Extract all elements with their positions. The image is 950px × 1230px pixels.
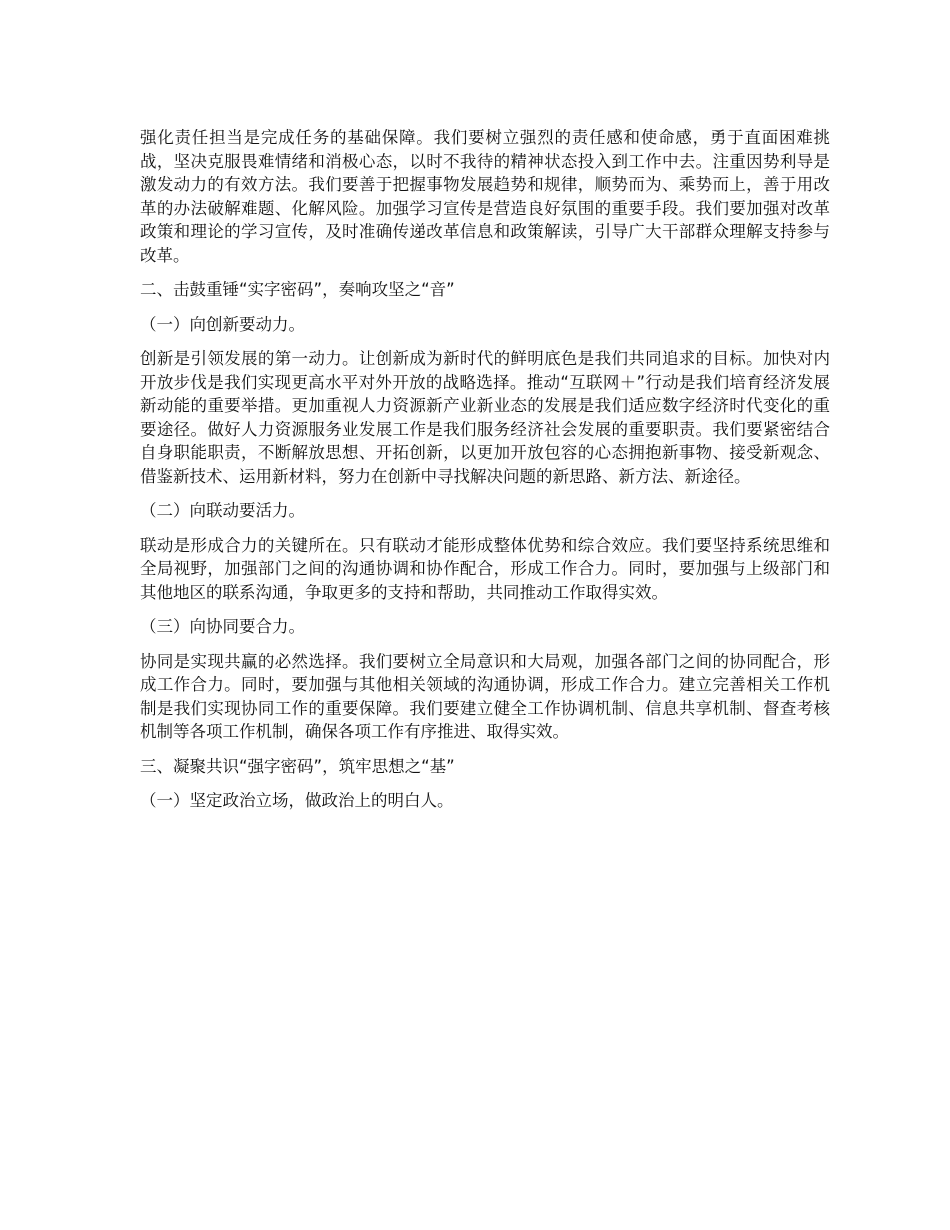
section-heading-3: 三、凝聚共识“强字密码”，筑牢思想之“基”: [140, 756, 455, 776]
subheading-linkage: （二）向联动要活力。: [140, 501, 305, 520]
subheading-innovation: （一）向创新要动力。: [140, 314, 305, 334]
paragraph-responsibility: 强化责任担当是完成任务的基础保障。我们要树立强烈的责任感和使命感，勇于直面困难挑战，坚决克服畏难情绪和消极心态，以时不我待的精神状态投入到工作中去。注重因势利导是激发动力的有效方法。我们要善于把握事物发展趋势和规律，顺势而为、乘势而上，善于用改革的办法破解难题、化解风险。加强学习宣传是营造良好氛围的重要手段。我们要加强对改革政策和理论的学习宣传，及时准确传递改革信息和政策解读，引导广大干部群众理解支持参与改革。: [140, 128, 830, 265]
paragraph-linkage: 联动是形成合力的关键所在。只有联动才能形成整体优势和综合效应。我们要坚持系统思维和全局视野，加强部门之间的沟通协调和协作配合，形成工作合力。同时，要加强与上级部门和其他地区的联系沟通，争取更多的支持和帮助，共同推动工作取得实效。: [140, 535, 830, 602]
paragraph-innovation: 创新是引领发展的第一动力。让创新成为新时代的鲜明底色是我们共同追求的目标。加快对内开放步伐是我们实现更高水平对外开放的战略选择。推动“互联网＋”行动是我们培育经济发展新动能的重要举措。更加重视人力资源新产业新业态的发展是我们适应数字经济时代变化的重要途径。做好人力资源服务业发展工作是我们服务经济社会发展的重要职责。我们要紧密结合自身职能职责，不断解放思想、开拓创新，以更加开放包容的心态拥抱新事物、接受新观念、借鉴新技术、运用新材料，努力在创新中寻找解决问题的新思路、新方法、新途径。: [140, 349, 830, 486]
subheading-political-stance: （一）坚定政治立场，做政治上的明白人。: [140, 791, 454, 810]
document-body: [140, 126, 830, 824]
subheading-synergy: （三）向协同要合力。: [140, 617, 305, 636]
paragraph-synergy: 协同是实现共赢的必然选择。我们要树立全局意识和大局观，加强各部门之间的协同配合，形成工作合力。同时，要加强与其他相关领域的沟通协调，形成工作合力。建立完善相关工作机制是我们实现协同工作的重要保障。我们要建立健全工作协调机制、信息共享机制、督查考核机制等各项工作机制，确保各项工作有序推进、取得实效。: [140, 651, 830, 741]
section-heading-2: 二、击鼓重锤“实字密码”，奏响攻坚之“音”: [140, 280, 455, 299]
